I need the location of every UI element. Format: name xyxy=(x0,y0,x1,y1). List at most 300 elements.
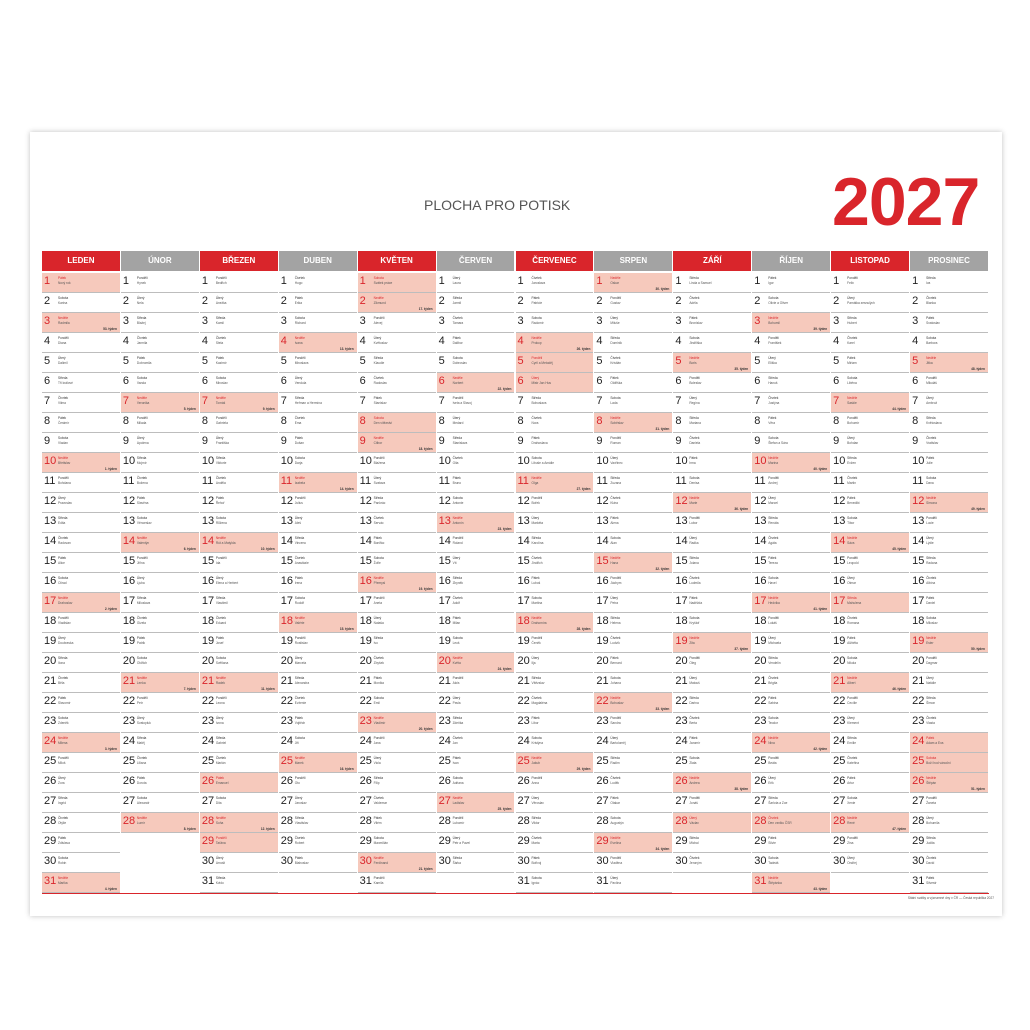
weekday-name: Pondělí xyxy=(847,836,858,840)
week-number: 19. týden xyxy=(418,587,433,591)
nameday-text: Libuše a Amálie xyxy=(531,461,555,465)
nameday-text: Jáchym xyxy=(610,581,622,585)
day-cell xyxy=(121,813,199,833)
weekday-name: Sobota xyxy=(768,296,779,300)
nameday-text: Zdeňka xyxy=(452,721,464,725)
footnote: Státní svátky a významné dny v ČR — Česká republika 2027 xyxy=(907,896,994,900)
week-number: 51. týden xyxy=(971,787,985,791)
weekday-name: Čtvrtek xyxy=(58,676,69,680)
weekday-name: Úterý xyxy=(768,636,776,640)
day-cell xyxy=(200,853,278,873)
nameday-text: Robin xyxy=(58,861,67,865)
day-number: 10 xyxy=(912,455,925,467)
day-cell xyxy=(358,733,436,753)
day-cell xyxy=(752,873,830,893)
day-number: 27 xyxy=(280,795,293,807)
weekday-name: Pondělí xyxy=(373,316,385,320)
weekday-name: Neděle xyxy=(847,676,858,680)
nameday-text: Adam a Eva xyxy=(926,741,944,745)
day-cell xyxy=(594,393,672,413)
nameday-text: Lubomír xyxy=(452,821,465,825)
day-number: 14 xyxy=(833,535,846,547)
day-number: 22 xyxy=(754,695,767,707)
week-number: 20. týden xyxy=(418,727,433,731)
day-number: 17 xyxy=(122,595,136,607)
weekday-name: Čtvrtek xyxy=(531,696,542,700)
weekday-name: Čtvrtek xyxy=(215,476,226,480)
day-number: 19 xyxy=(596,635,609,647)
day-number: 27 xyxy=(122,795,136,807)
nameday-text: Arnošt xyxy=(215,861,226,865)
nameday-text: Blažej xyxy=(136,321,146,325)
nameday-text: Jonáš xyxy=(689,801,698,805)
nameday-text: Šimon xyxy=(926,701,936,705)
day-number: 20 xyxy=(359,655,372,667)
weekday-name: Pondělí xyxy=(373,736,385,740)
day-cell xyxy=(594,813,672,833)
day-cell xyxy=(516,393,594,413)
day-cell xyxy=(831,333,909,353)
week-number: 10. týden xyxy=(260,547,275,551)
weekday-name: Pátek xyxy=(531,576,540,580)
day-number: 28 xyxy=(44,815,57,827)
day-cell xyxy=(121,693,199,713)
day-cell xyxy=(437,593,515,613)
nameday-text: Vlastimil xyxy=(215,601,228,605)
weekday-name: Pátek xyxy=(58,276,67,280)
day-cell xyxy=(121,573,199,593)
nameday-text: Sabina xyxy=(768,701,779,705)
weekday-name: Úterý xyxy=(452,696,461,700)
nameday-text: Izabela xyxy=(294,481,306,485)
day-number: 23 xyxy=(201,715,215,727)
day-cell xyxy=(121,493,199,513)
day-number: 8 xyxy=(122,415,130,427)
week-number: 50. týden xyxy=(971,647,985,651)
day-cell xyxy=(673,593,751,613)
day-cell xyxy=(279,713,357,733)
day-number: 3 xyxy=(44,315,51,327)
weekday-name: Pondělí xyxy=(452,536,464,540)
nameday-text: Žofie xyxy=(373,561,381,565)
day-number: 27 xyxy=(438,795,451,807)
nameday-text: Nora xyxy=(531,421,539,425)
day-cell xyxy=(42,633,120,653)
weekday-name: Čtvrtek xyxy=(294,696,305,700)
nameday-text: Tereza xyxy=(768,561,778,565)
nameday-text: Štěpánka xyxy=(768,881,782,885)
nameday-text: Tři králové xyxy=(58,381,73,385)
nameday-text: Karolína xyxy=(531,541,544,545)
day-number: 1 xyxy=(201,275,208,287)
weekday-name: Pátek xyxy=(294,296,303,300)
weekday-name: Pondělí xyxy=(215,836,227,840)
day-number: 1 xyxy=(675,275,682,287)
day-cell xyxy=(831,393,909,413)
day-cell xyxy=(279,433,357,453)
day-cell xyxy=(673,313,751,333)
day-number: 7 xyxy=(280,395,287,407)
week-number: 41. týden xyxy=(813,607,828,611)
nameday-text: Eduard xyxy=(215,621,227,625)
nameday-text: Vilma xyxy=(58,401,66,405)
day-cell xyxy=(437,393,515,413)
day-cell xyxy=(910,613,988,633)
day-cell xyxy=(516,693,594,713)
day-number: 22 xyxy=(596,695,609,707)
weekday-name: Pondělí xyxy=(373,456,385,460)
weekday-name: Úterý xyxy=(373,476,382,480)
day-cell xyxy=(516,433,594,453)
nameday-text: Zita xyxy=(689,641,695,645)
day-cell xyxy=(752,333,830,353)
nameday-text: Boží hod vánoční xyxy=(926,761,951,765)
day-number: 20 xyxy=(122,655,136,667)
nameday-text: Vilém xyxy=(373,821,382,825)
day-number: 7 xyxy=(754,395,761,407)
nameday-text: Markéta xyxy=(531,521,544,525)
day-cell xyxy=(594,293,672,313)
day-cell xyxy=(42,513,120,533)
nameday-text: Bohuslava xyxy=(531,401,547,405)
weekday-name: Středa xyxy=(689,276,699,280)
nameday-text: Řehoř xyxy=(215,501,225,505)
day-cell xyxy=(437,673,515,693)
day-number: 26 xyxy=(754,775,767,787)
day-cell xyxy=(358,853,436,873)
nameday-text: Jarmila xyxy=(136,341,148,345)
nameday-text: Radmila xyxy=(58,321,70,325)
weekday-name: Středa xyxy=(531,816,541,820)
nameday-text: Dalibor xyxy=(452,341,463,345)
nameday-text: Bonifác xyxy=(373,541,385,545)
day-number: 10 xyxy=(359,455,372,467)
day-number: 14 xyxy=(912,535,925,547)
nameday-text: Vladan xyxy=(58,441,68,445)
nameday-text: Božena xyxy=(136,481,148,485)
week-number: 32. týden xyxy=(655,567,670,571)
nameday-text: Dagmar xyxy=(926,661,938,665)
day-cell xyxy=(279,333,357,353)
nameday-text: Jiřina xyxy=(136,561,145,565)
weekday-name: Neděle xyxy=(373,856,384,860)
weekday-name: Neděle xyxy=(847,396,858,400)
day-cell xyxy=(279,573,357,593)
weekday-name: Sobota xyxy=(58,576,69,580)
day-cell xyxy=(831,733,909,753)
day-cell xyxy=(42,373,120,393)
day-cell xyxy=(200,553,278,573)
weekday-name: Pondělí xyxy=(847,276,858,280)
day-cell xyxy=(437,293,515,313)
weekday-name: Neděle xyxy=(689,356,700,360)
day-cell xyxy=(673,713,751,733)
weekday-name: Středa xyxy=(373,776,384,780)
weekday-name: Úterý xyxy=(689,536,697,540)
day-cell xyxy=(279,813,357,833)
nameday-text: Silvie xyxy=(768,841,776,845)
day-cell xyxy=(200,533,278,553)
day-cell xyxy=(121,773,199,793)
day-number: 12 xyxy=(280,495,293,507)
day-cell xyxy=(516,633,594,653)
weekday-name: Pátek xyxy=(215,636,224,640)
nameday-text: Petra xyxy=(610,601,619,605)
day-cell xyxy=(752,653,830,673)
weekday-name: Úterý xyxy=(531,656,540,660)
day-number: 28 xyxy=(754,815,767,827)
day-cell xyxy=(752,853,830,873)
day-number: 19 xyxy=(833,635,846,647)
weekday-name: Pátek xyxy=(768,276,777,280)
day-cell xyxy=(121,653,199,673)
day-number: 29 xyxy=(833,835,846,847)
weekday-name: Úterý xyxy=(373,336,382,340)
week-number: 38. týden xyxy=(734,787,749,791)
weekday-name: Pondělí xyxy=(373,876,385,880)
nameday-text: Veronika xyxy=(136,401,150,405)
nameday-text: Miroslava xyxy=(294,361,309,365)
weekday-name: Úterý xyxy=(847,576,855,580)
day-number: 11 xyxy=(912,475,924,487)
nameday-text: Evelína xyxy=(610,841,622,845)
nameday-text: Bohumil xyxy=(768,321,780,325)
week-number: 46. týden xyxy=(892,687,907,691)
day-number: 27 xyxy=(517,795,530,807)
day-number: 14 xyxy=(359,535,372,547)
day-cell xyxy=(831,473,909,493)
nameday-text: Slavomír xyxy=(58,701,71,705)
day-number: 11 xyxy=(675,475,687,487)
weekday-name: Pátek xyxy=(689,316,698,320)
nameday-text: Mahulena xyxy=(847,601,862,605)
nameday-text: Oldřiška xyxy=(610,381,623,385)
week-number: 13. týden xyxy=(339,347,354,351)
day-number: 26 xyxy=(833,775,846,787)
weekday-name: Pondělí xyxy=(926,516,937,520)
day-number: 25 xyxy=(122,755,136,767)
day-number: 11 xyxy=(44,475,56,487)
nameday-text: Jolana xyxy=(689,561,699,565)
nameday-text: Stanislava xyxy=(452,441,468,445)
day-number: 14 xyxy=(201,535,215,547)
day-cell xyxy=(437,793,515,813)
day-cell xyxy=(42,333,120,353)
weekday-name: Pátek xyxy=(531,856,540,860)
month-header: ČERVEN xyxy=(437,251,515,271)
nameday-text: Marta xyxy=(531,841,540,845)
day-number: 15 xyxy=(833,555,846,567)
day-number: 23 xyxy=(44,715,57,727)
nameday-text: Olivie a Oliver xyxy=(768,301,789,305)
day-cell xyxy=(200,493,278,513)
weekday-name: Středa xyxy=(926,416,936,420)
day-number: 30 xyxy=(675,855,688,867)
nameday-text: Kvido xyxy=(215,881,224,885)
day-cell xyxy=(752,393,830,413)
nameday-text: Ferdinand xyxy=(373,861,389,865)
week-number: 44. týden xyxy=(892,407,907,411)
day-number: 21 xyxy=(201,675,215,687)
day-cell xyxy=(752,673,830,693)
day-cell xyxy=(594,573,672,593)
day-number: 30 xyxy=(201,855,215,867)
day-number: 9 xyxy=(280,435,287,447)
nameday-text: Čeněk xyxy=(531,641,541,645)
nameday-text: Regína xyxy=(689,401,700,405)
weekday-name: Pondělí xyxy=(768,756,780,760)
weekday-name: Úterý xyxy=(610,736,619,740)
nameday-text: Cyril a Metoděj xyxy=(531,361,553,365)
weekday-name: Středa xyxy=(136,456,147,460)
day-number: 12 xyxy=(438,495,451,507)
nameday-text: Michaela xyxy=(768,641,782,645)
weekday-name: Pátek xyxy=(373,816,382,820)
day-number: 14 xyxy=(438,535,451,547)
day-cell xyxy=(437,613,515,633)
day-number: 27 xyxy=(833,795,846,807)
day-number: 3 xyxy=(122,315,130,327)
day-cell xyxy=(910,693,988,713)
nameday-text: Dušan xyxy=(294,441,304,445)
day-number: 21 xyxy=(517,675,530,687)
nameday-text: Gabriel xyxy=(215,741,227,745)
day-cell xyxy=(279,613,357,633)
nameday-text: Stanislav xyxy=(373,401,387,405)
day-number: 9 xyxy=(912,435,919,447)
day-cell xyxy=(42,613,120,633)
weekday-name: Čtvrtek xyxy=(373,376,384,380)
day-cell xyxy=(673,553,751,573)
day-cell xyxy=(358,753,436,773)
day-cell xyxy=(516,313,594,333)
day-cell xyxy=(437,433,515,453)
weekday-name: Pondělí xyxy=(452,676,464,680)
weekday-name: Pondělí xyxy=(136,416,148,420)
day-cell xyxy=(831,613,909,633)
day-number: 22 xyxy=(359,695,372,707)
nameday-text: Zina xyxy=(847,841,854,845)
weekday-name: Pondělí xyxy=(58,756,69,760)
day-number: 7 xyxy=(517,395,524,407)
day-number: 15 xyxy=(438,555,451,567)
day-number: 7 xyxy=(912,395,919,407)
weekday-name: Středa xyxy=(136,736,147,740)
day-cell xyxy=(200,473,278,493)
day-number: 1 xyxy=(359,275,366,287)
nameday-text: Klaudie xyxy=(373,361,385,365)
day-number: 10 xyxy=(596,455,609,467)
day-number: 16 xyxy=(438,575,451,587)
day-cell xyxy=(42,873,120,893)
day-number: 1 xyxy=(44,275,51,287)
day-cell xyxy=(752,533,830,553)
nameday-text: Laura xyxy=(452,281,461,285)
day-number: 21 xyxy=(596,675,609,687)
nameday-text: Petr xyxy=(136,701,143,705)
nameday-text: Monika xyxy=(373,681,384,685)
weekday-name: Čtvrtek xyxy=(768,396,779,400)
nameday-text: Adéla xyxy=(689,301,698,305)
weekday-name: Pátek xyxy=(847,356,856,360)
day-number: 19 xyxy=(517,635,530,647)
nameday-text: Alois xyxy=(452,681,460,685)
nameday-text: Gizela xyxy=(136,621,146,625)
day-cell xyxy=(42,473,120,493)
weekday-name: Pátek xyxy=(847,636,856,640)
weekday-name: Čtvrtek xyxy=(847,756,858,760)
week-number: 3. týden xyxy=(104,747,117,751)
day-cell xyxy=(279,673,357,693)
weekday-name: Pátek xyxy=(215,356,224,360)
day-number: 31 xyxy=(912,875,925,887)
day-cell xyxy=(200,713,278,733)
week-number: 21. týden xyxy=(418,867,433,871)
day-number: 12 xyxy=(517,495,530,507)
weekday-name: Úterý xyxy=(136,716,145,720)
day-cell xyxy=(594,493,672,513)
nameday-text: Kateřina xyxy=(847,761,860,765)
day-number: 15 xyxy=(517,555,530,567)
nameday-text: Bruno xyxy=(452,481,462,485)
day-number: 30 xyxy=(596,855,609,867)
day-number: 8 xyxy=(833,415,840,427)
nameday-text: Matěj xyxy=(136,741,145,745)
day-cell xyxy=(279,653,357,673)
day-number: 10 xyxy=(754,455,767,467)
day-number: 25 xyxy=(754,755,767,767)
weekday-name: Sobota xyxy=(768,716,779,720)
nameday-text: Apolena xyxy=(136,441,149,445)
weekday-name: Pátek xyxy=(58,556,67,560)
day-cell xyxy=(594,653,672,673)
nameday-text: Leopold xyxy=(847,561,859,565)
day-number: 5 xyxy=(754,355,761,367)
weekday-name: Středa xyxy=(768,516,778,520)
nameday-text: Petr a Pavel xyxy=(452,841,470,845)
day-number: 12 xyxy=(201,495,215,507)
weekday-name: Středa xyxy=(610,476,620,480)
weekday-name: Sobota xyxy=(373,416,384,420)
day-cell xyxy=(831,653,909,673)
day-number: 8 xyxy=(44,415,51,427)
nameday-text: Ema xyxy=(294,421,302,425)
weekday-name: Pondělí xyxy=(689,656,701,660)
weekday-name: Pondělí xyxy=(610,296,622,300)
month-header: ÚNOR xyxy=(121,251,199,271)
nameday-text: Zikmund xyxy=(373,301,386,305)
day-cell xyxy=(831,753,909,773)
nameday-text: Marián xyxy=(215,761,226,765)
day-cell xyxy=(516,853,594,873)
day-cell xyxy=(437,453,515,473)
nameday-text: František xyxy=(768,341,782,345)
nameday-text: Robert xyxy=(294,841,305,845)
day-number: 26 xyxy=(122,775,136,787)
day-cell xyxy=(910,273,988,293)
month-header: ČERVENEC xyxy=(516,251,594,271)
weekday-name: Neděle xyxy=(926,496,937,500)
day-cell xyxy=(673,813,751,833)
nameday-text: Svátek práce xyxy=(373,281,393,285)
day-number: 22 xyxy=(122,695,136,707)
day-number: 27 xyxy=(359,795,372,807)
day-cell xyxy=(42,313,120,333)
nameday-text: Dalimil xyxy=(58,361,68,365)
weekday-name: Úterý xyxy=(294,376,303,380)
nameday-text: Viktorie xyxy=(215,461,227,465)
week-number: 49. týden xyxy=(971,507,985,511)
